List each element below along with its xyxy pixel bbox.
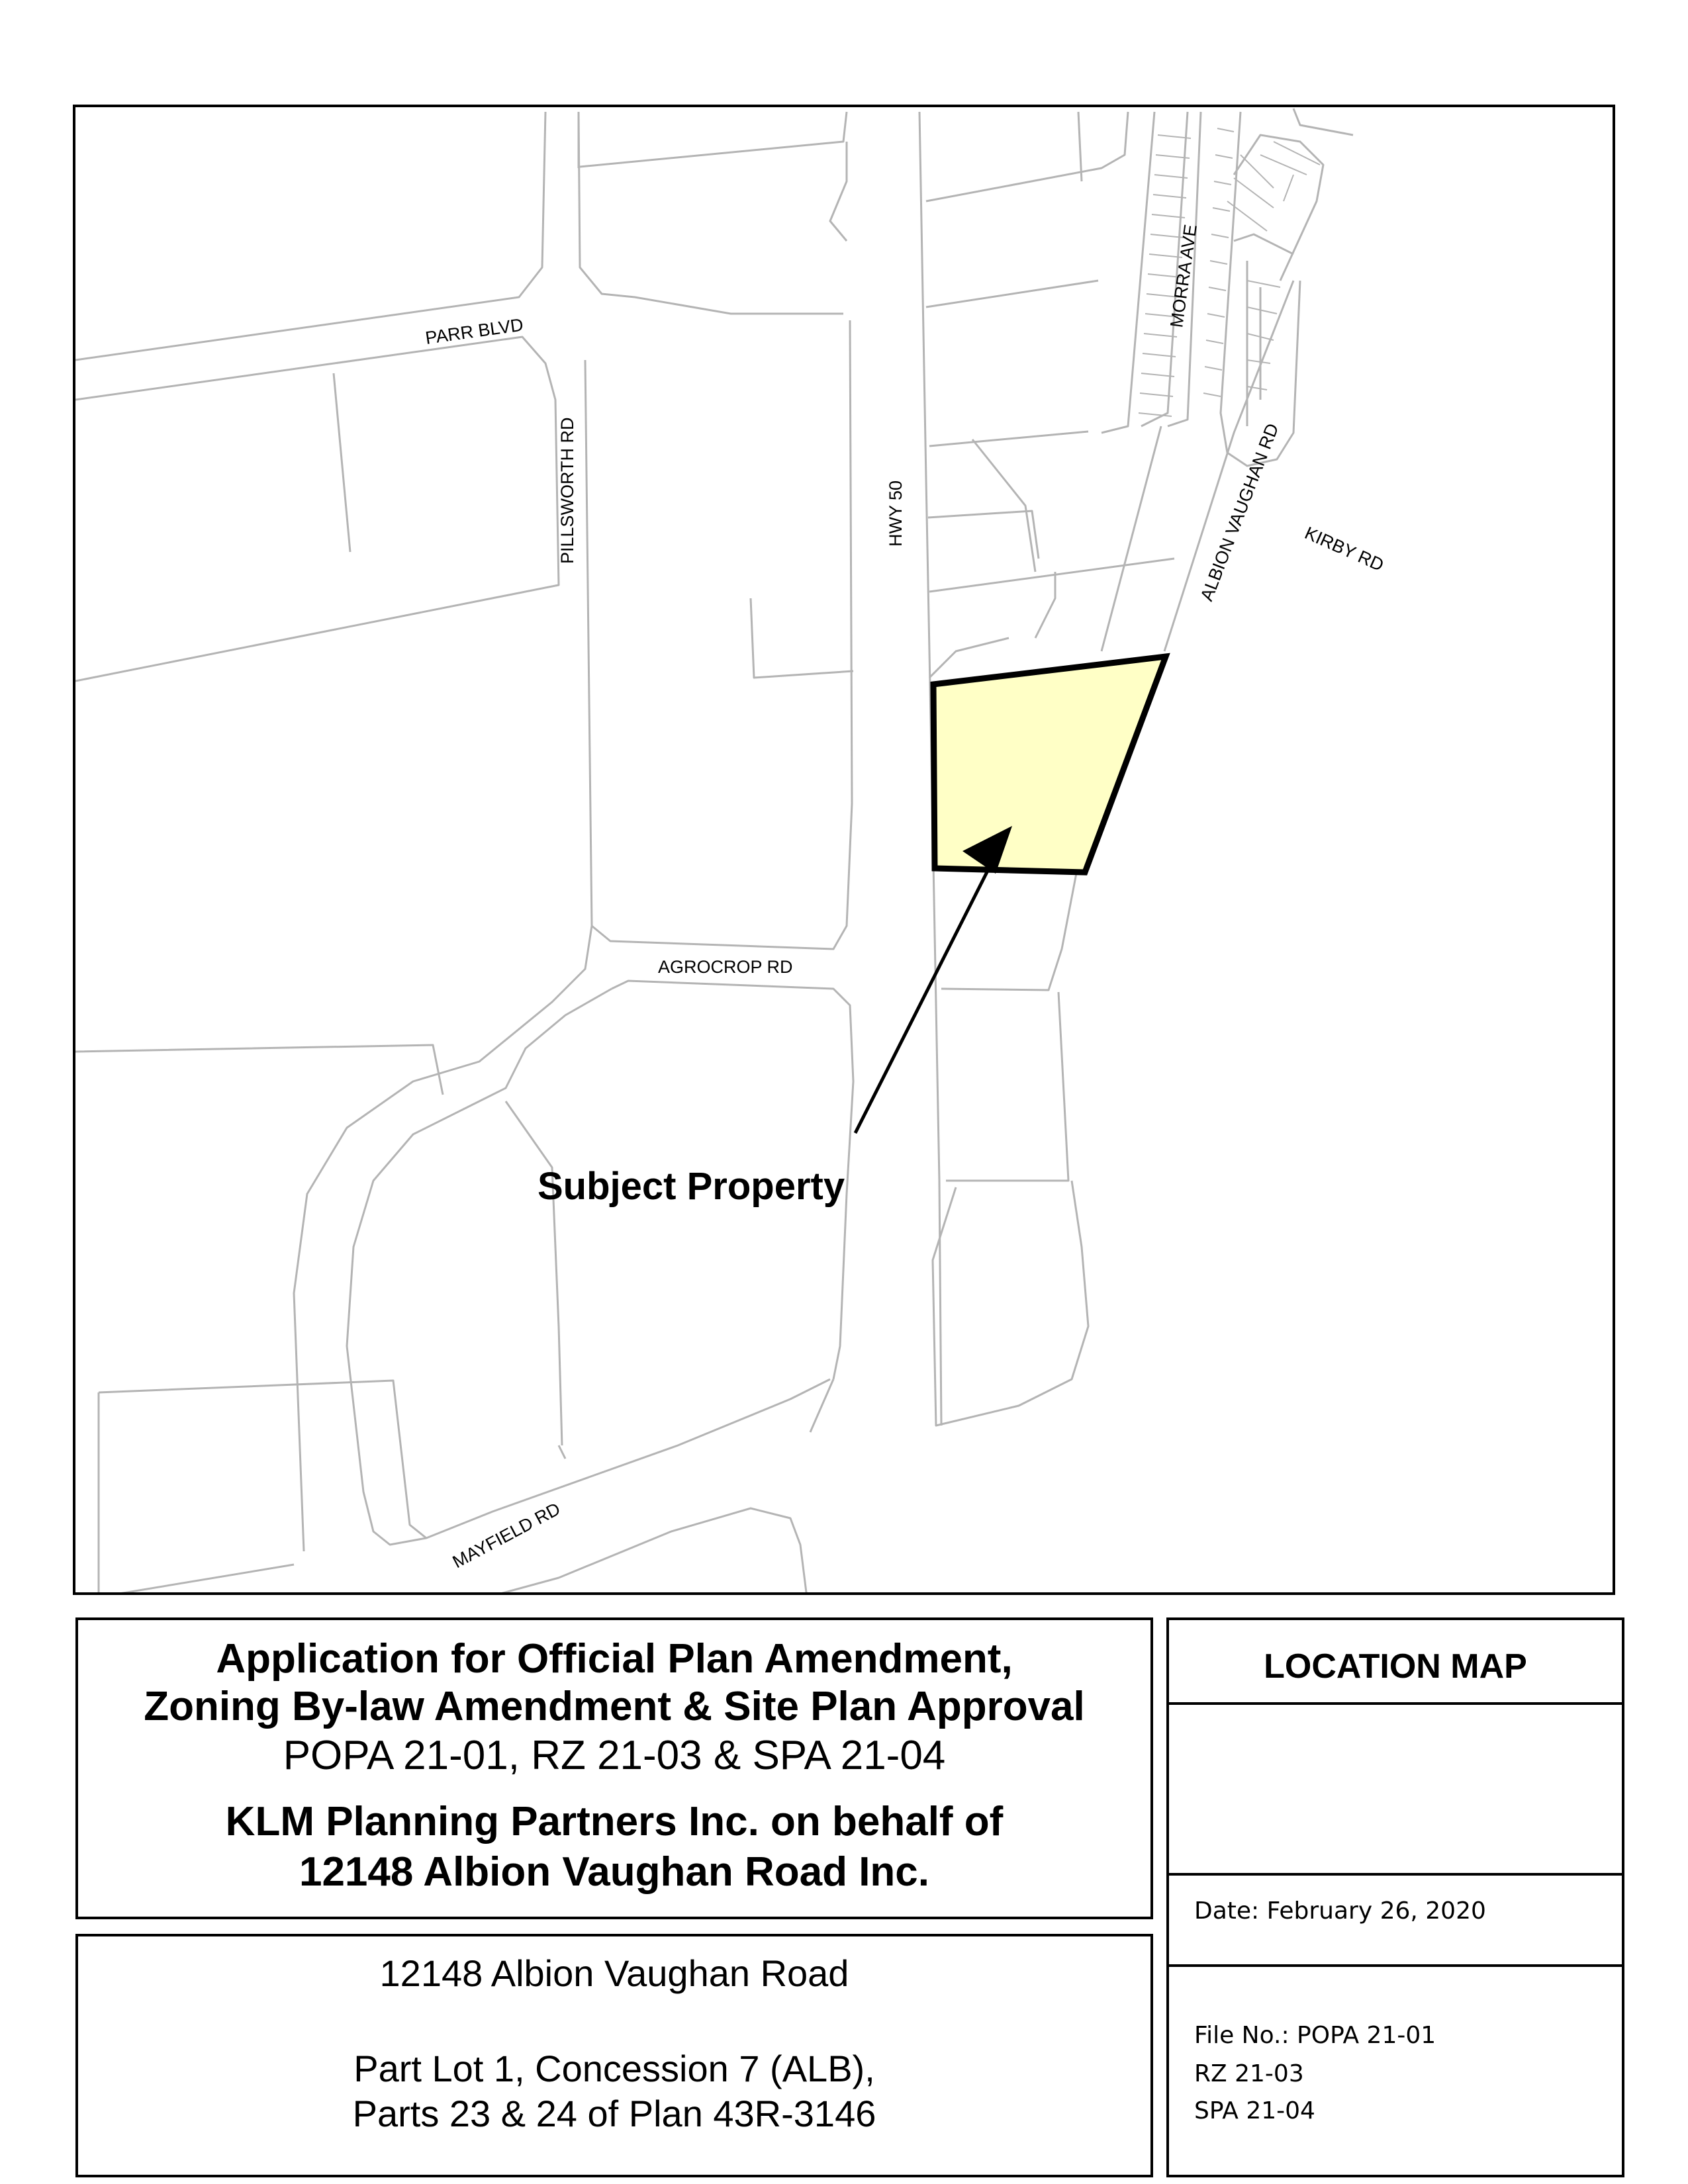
road-label-hwy-50: HWY 50 bbox=[886, 480, 906, 547]
sidebar-divider bbox=[1169, 1702, 1622, 1705]
map-canvas bbox=[75, 107, 1615, 1595]
road-label-kirby-rd: KIRBY RD bbox=[1301, 523, 1387, 576]
map-info-sidebar bbox=[1166, 1617, 1624, 2177]
title-line-2: Zoning By-law Amendment & Site Plan Approval bbox=[144, 1684, 1085, 1729]
property-address-block bbox=[75, 1934, 1153, 2177]
road-label-mayfield-rd: MAYFIELD RD bbox=[449, 1498, 564, 1572]
location-map-heading: LOCATION MAP bbox=[1264, 1647, 1527, 1686]
sidebar-divider bbox=[1169, 1964, 1622, 1967]
road-label-parr-blvd: PARR BLVD bbox=[424, 314, 525, 348]
sidebar-divider bbox=[1169, 1873, 1622, 1876]
file-rz-text: RZ 21-03 bbox=[1194, 2060, 1304, 2087]
road-label-pillsworth-rd: PILLSWORTH RD bbox=[557, 417, 577, 564]
parcel-lines bbox=[75, 109, 1353, 1595]
address-legal-parts: Parts 23 & 24 of Plan 43R-3146 bbox=[352, 2093, 876, 2134]
subject-property-label: Subject Property bbox=[538, 1165, 845, 1208]
subject-property-parcel bbox=[933, 657, 1166, 872]
file-spa-text: SPA 21-04 bbox=[1194, 2097, 1315, 2124]
applicant-line: KLM Planning Partners Inc. on behalf of bbox=[225, 1799, 1004, 1844]
file-no-text: File No.: POPA 21-01 bbox=[1194, 2022, 1436, 2049]
owner-line: 12148 Albion Vaughan Road Inc. bbox=[299, 1849, 930, 1895]
date-text: Date: February 26, 2020 bbox=[1194, 1897, 1486, 1925]
road-label-morra-ave: MORRA AVE bbox=[1166, 223, 1201, 329]
application-title-block bbox=[75, 1617, 1153, 1919]
title-line-1: Application for Official Plan Amendment, bbox=[216, 1636, 1013, 1682]
road-label-albion-vaughan-rd: ALBION VAUGHAN RD bbox=[1196, 420, 1283, 604]
address-legal-lot: Part Lot 1, Concession 7 (ALB), bbox=[353, 2048, 875, 2089]
file-numbers-line: POPA 21-01, RZ 21-03 & SPA 21-04 bbox=[283, 1733, 946, 1778]
road-label-agrocrop-rd: AGROCROP RD bbox=[658, 957, 793, 977]
address-street: 12148 Albion Vaughan Road bbox=[379, 1952, 849, 1994]
location-map bbox=[73, 105, 1615, 1595]
